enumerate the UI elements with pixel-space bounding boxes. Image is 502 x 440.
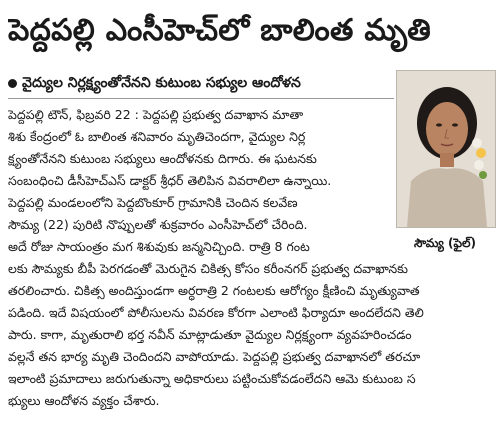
article-line: ఇలాంటి ప్రమాదాలు జరుగుతున్నా అధికారులు పట్టించుకోవడంలేదని ఆమె కుటుంబ స bbox=[8, 371, 416, 386]
article-line: పెద్దపల్లి మండలంలోని పెద్దబొంకూర్‌ గ్రామానికి చెందిన కలవేణ bbox=[8, 195, 298, 210]
article-line: తరలించారు. చికిత్స అందిస్తుండగా అర్ధరాత్రి 2 గంటలకు ఆరోగ్యం క్షీణించి మృత్యువాత bbox=[8, 283, 420, 298]
article-line: సంబంధించి డీసీహెచ్‌ఎస్‌ డాక్టర్‌ శ్రీధర్‌ తెలిపిన వివరాలిలా ఉన్నాయి. bbox=[8, 173, 332, 188]
article-line: పెద్దపల్లి టౌన్‌, ఫిబ్రవరి 22 : పెద్దపల్లి ప్రభుత్వ దవాఖాన మాతా bbox=[8, 107, 304, 122]
article-line: అదే రోజు సాయంత్రం మగ శిశువుకు జన్మనిచ్చింది. రాత్రి 8 గంట bbox=[8, 239, 310, 254]
photo-caption: సౌమ్య (ఫైల్‌) bbox=[413, 236, 477, 250]
bullet-icon bbox=[8, 79, 17, 88]
article-line: లకు సౌమ్యకు బీపీ పెరగడంతో మెరుగైన చికిత్స కోసం కరీంనగర్‌ ప్రభుత్వ దవాఖానకు bbox=[8, 261, 408, 276]
divider bbox=[8, 98, 394, 99]
subheadline-text: వైద్యుల నిర్లక్ష్యంతోనేనని కుటుంబ సభ్యుల ఆందోళన bbox=[22, 75, 301, 91]
article-line: క్ష్యంతోనేనని కుటుంబ సభ్యులు ఆందోళనకు దిగారు. ఈ ఘటనకు bbox=[8, 151, 317, 166]
article-line: భ్యులు ఆందోళన వ్యక్తం చేశారు. bbox=[8, 393, 160, 408]
article-line: సౌమ్య (22) పురిటి నొప్పులతో శుక్రవారం ఎంసీహెచ్‌లో చేరింది. bbox=[8, 217, 308, 232]
article-line: పడింది. ఇదే విషయంలో పోలీసులను వివరణ కోరగా ఎలాంటి ఫిర్యాదూ అందలేదని తెలి bbox=[8, 305, 424, 320]
article-line: పారు. కాగా, మృతురాలి భర్త నవీన్‌ మాట్లాడుతూ వైద్యుల నిర్లక్ష్యంగా వ్యవహరించడం bbox=[8, 327, 412, 342]
article-line: వల్లనే తన భార్య మృతి చెందిందని వాపోయాడు. పెద్దపల్లి ప్రభుత్వ దవాఖానలో తరచూ bbox=[8, 349, 421, 364]
article-line: శిశు కేంద్రంలో ఓ బాలింత శనివారం మృతిచెందగా, వైద్యుల నిర్ల bbox=[8, 129, 306, 144]
subheadline bbox=[8, 70, 338, 96]
headline: పెద్దపల్లి ఎంసీహెచ్‌లో బాలింత మృతి bbox=[8, 13, 432, 48]
article-body bbox=[8, 104, 494, 434]
